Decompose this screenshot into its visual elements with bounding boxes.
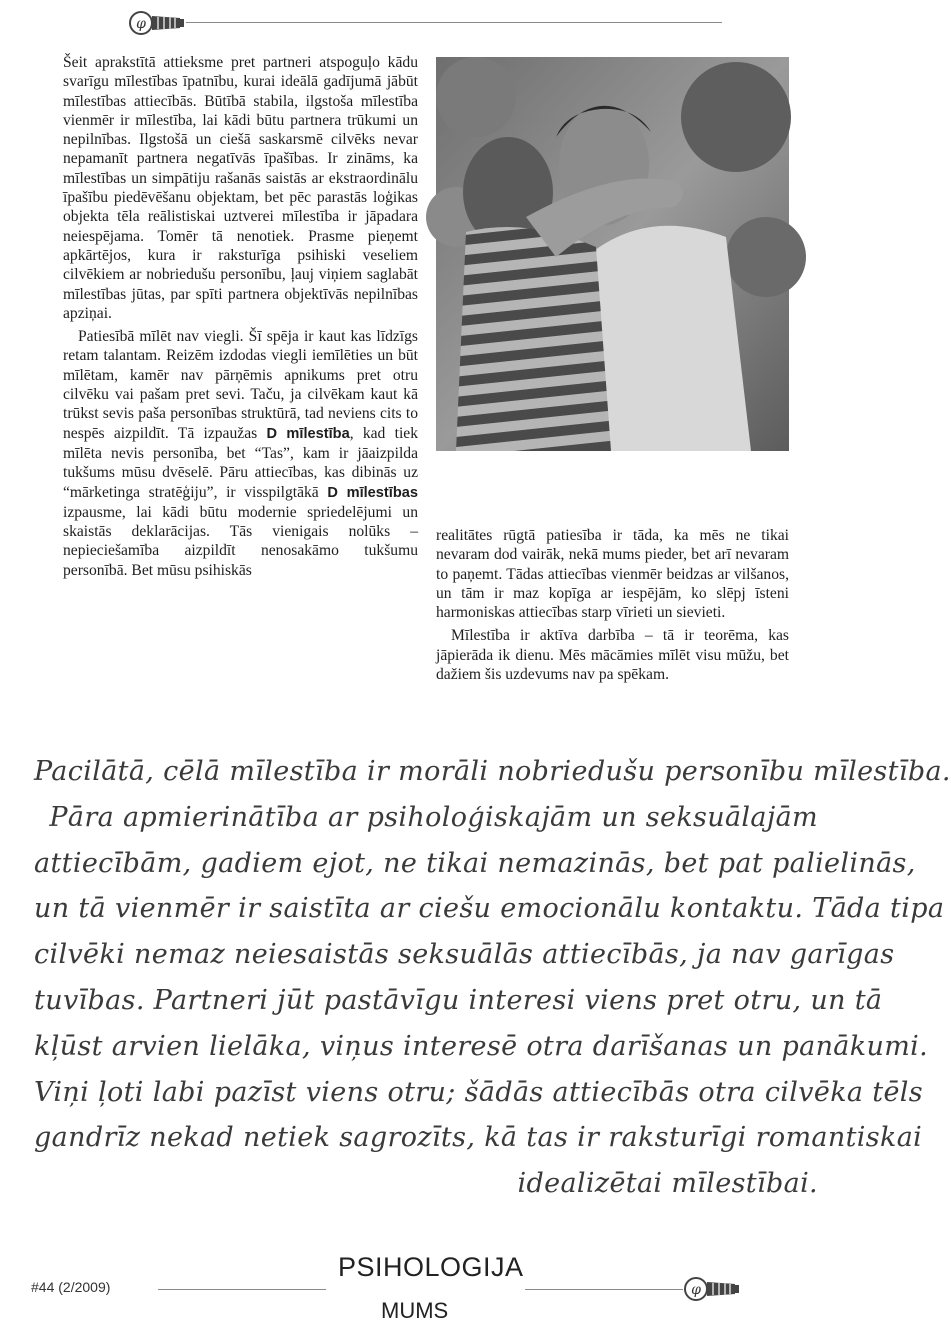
magazine-logo-icon [683, 1276, 741, 1302]
article-column-left [63, 53, 418, 580]
photo-couple-embracing [436, 57, 789, 451]
article-paragraph-2: Patiesībā mīlēt nav viegli. Šī spēja ir kaut kas līdzīgs retam talantam. Reizēm izdodas viegli iemīlēties un būt mīlētam, kamēr nav pārņēmis apnikums pret otru cilvēku vai pašam pret sevi. Taču, ja cilvēkam kaut kā trūkst sevis paša personības struktūrā, tad neviens cits to nespēs aizpildīt. Tā izpaužas D mīlestība, kad tiek mīlēta nevis personība, bet “Tas”, kam ir jāaizpilda tukšums mūsu dvēselē. Pāru attiecības, kas dibinās uz “mārketinga stratēģiju”, ir visspilgtākā D mīlestības izpausme, lai kādi būtu modernie spriedelējumi un skaistās deklarācijas. Tās vienigais nolūks – nepieciešamība aizpildīt nenosakāmo tukšumu personībā. Bet mūsu psihiskās [63, 328, 418, 579]
bold-term-d-milestibas: D mīlestības [327, 484, 418, 501]
article-paragraph-1: Šeit aprakstītā attieksme pret partneri atspoguļo kādu svarīgu mīlestības īpatnību, kurai ideālā gadījumā jābūt mīlestības attiecībās. Būtībā stabila, ilgstoša mīlestība vienmēr ir mīlestība, lai kādi būtu partnera trūkumi un nepilnības. Ilgstošā un ciešā saskarsmē cilvēks nevar nepamanīt partnera negatīvās īpašības. Ir zināms, ka mīlestības un simpātiju rašanās saistās ar ekstraordinālu īpašību piedēvēšanu objektam, bet pēc parastās loģikas objekta tēla reālistiskai uztverei mīlestība ir jāpadara neiespējama. Tomēr tā nenotiek. Prasme pieņemt apkārtējos, kura ir raksturīga psihiski veseliem cilvēkiem ar nobriedušu personību, ļauj viņiem saglabāt mīlestības jūtas, par spīti partnera objektīvās nepilnības apziņai. [63, 54, 418, 322]
magazine-name-line1: PSIHOLOGIJA [338, 1252, 524, 1282]
quote-line: gandrīz nekad netiek sagrozīts, kā tas ir raksturīgi romantiskai [34, 1122, 923, 1154]
quote-line: un tā vienmēr ir saistīta ar ciešu emocionālu kontaktu. Tāda tipa [34, 893, 945, 925]
header-rule [186, 22, 722, 23]
svg-text:φ: φ [691, 1282, 701, 1298]
magazine-logo-icon [128, 10, 186, 36]
issue-number: #44 (2/2009) [31, 1279, 111, 1295]
footer-rule-right [525, 1289, 683, 1290]
quote-line: Pāra apmierinātība ar psiholoģiskajām un seksuālajām [49, 801, 818, 833]
quote-line: tuvības. Partneri jūt pastāvīgu interesi viens pret otru, un tā [34, 984, 883, 1016]
quote-line: cilvēki nemaz neiesaistās seksuālās attiecībās, ja nav garīgas [34, 939, 895, 971]
magazine-name-line2: MUMS [381, 1298, 449, 1323]
quote-line: idealizētai mīlestībai. [517, 1168, 818, 1200]
pull-quote [34, 749, 951, 1207]
article-paragraph-3: realitātes rūgtā patiesība ir tāda, ka mēs ne tikai nevaram dod vairāk, nekā mums pieder, bet arī nevaram to paņemt. Tādas attiecības vienmēr beidzas ar vilšanos, un tām ir maz kopīga ar iespējām, ko slēpj īsteni harmoniskas attiecības starp vīrieti un sievieti. [436, 527, 789, 622]
quote-line: attiecībām, gadiem ejot, ne tikai nemazinās, bet pat palielinās, [34, 847, 916, 879]
quote-line: kļūst arvien lielāka, viņus interesē otra darīšanas un panākumi. [34, 1030, 929, 1062]
article-paragraph-4: Mīlestība ir aktīva darbība – tā ir teorēma, kas jāpierāda ik dienu. Mēs mācāmies mīlēt visu mūžu, bet dažiem šis uzdevums nav pa spēkam. [436, 627, 789, 684]
article-column-right [436, 526, 789, 684]
bold-term-d-milestiba: D mīlestība [266, 425, 350, 442]
quote-line: Viņi ļoti labi pazīst viens otru; šādās attiecībās otra cilvēka tēls [34, 1076, 923, 1108]
quote-line: Pacilātā, cēlā mīlestība ir morāli nobriedušu personību mīlestība. [34, 756, 951, 787]
svg-text:φ: φ [136, 16, 146, 32]
footer-rule-left [158, 1289, 326, 1290]
